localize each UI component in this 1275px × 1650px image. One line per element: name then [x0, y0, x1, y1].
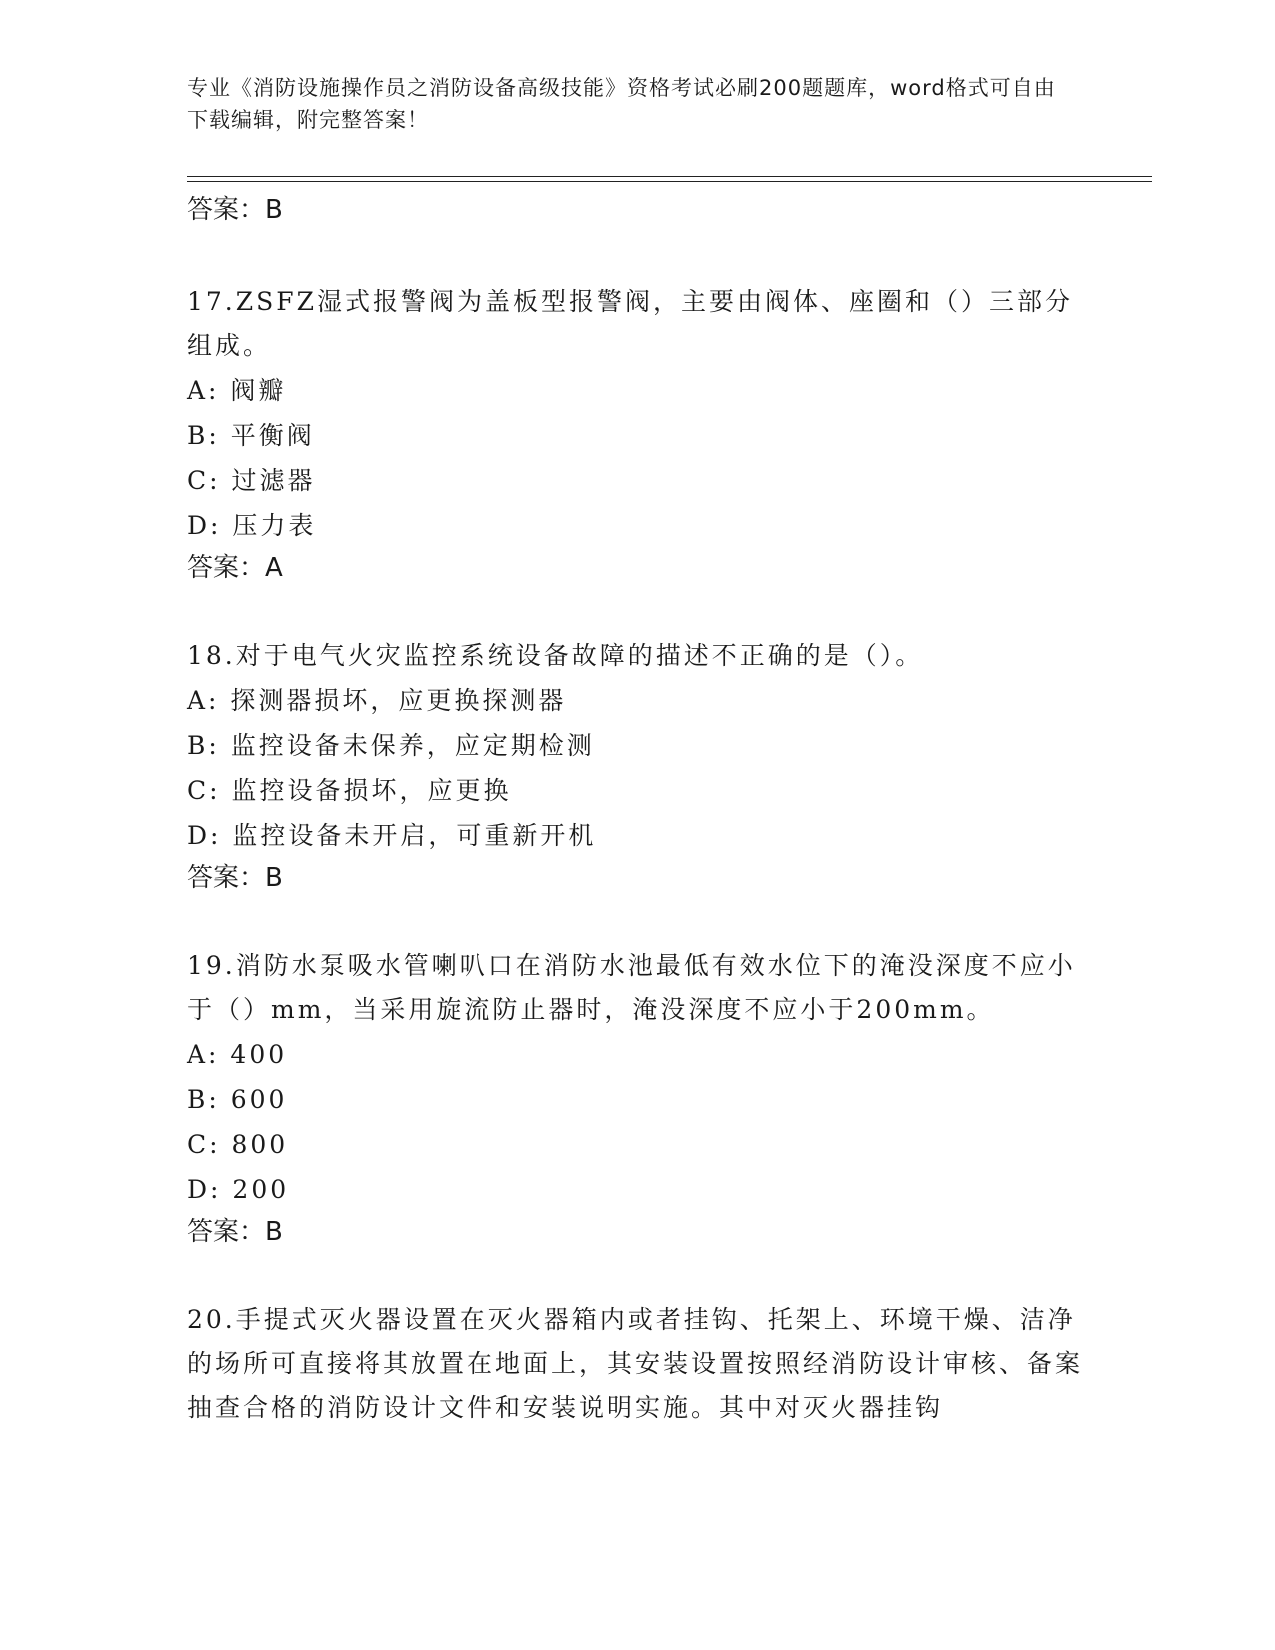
option-c: C: 800	[187, 1130, 289, 1159]
answer-line: 答案：B	[187, 1217, 283, 1247]
option-b: B: 平衡阀	[187, 421, 315, 450]
question-item	[187, 634, 1087, 898]
question-item	[187, 1298, 1087, 1430]
option-c: C: 监控设备损坏，应更换	[187, 776, 512, 805]
question-list	[187, 190, 1087, 1430]
question-text: 20.手提式灭火器设置在灭火器箱内或者挂钩、托架上、环境干燥、洁净的场所可直接将其放置在地面上，其安装设置按照经消防设计审核、备案抽查合格的消防设计文件和安装说明实施。其中对灭火器挂钩	[187, 1305, 1084, 1422]
page-header: 专业《消防设施操作员之消防设备高级技能》资格考试必刷200题题库，word格式可自由下载编辑，附完整答案！	[187, 76, 1056, 132]
answer-line: 答案：B	[187, 195, 283, 225]
option-b: B: 监控设备未保养，应定期检测	[187, 731, 595, 760]
question-item	[187, 280, 1087, 588]
question-text: 18.对于电气火灾监控系统设备故障的描述不正确的是（）。	[187, 641, 924, 670]
option-c: C: 过滤器	[187, 466, 316, 495]
question-item	[187, 944, 1087, 1252]
answer-line: 答案：A	[187, 553, 283, 583]
option-d: D: 压力表	[187, 511, 317, 540]
option-d: D: 200	[187, 1175, 290, 1204]
header-divider-thin	[187, 176, 1152, 177]
question-text: 17.ZSFZ湿式报警阀为盖板型报警阀，主要由阀体、座圈和（）三部分组成。	[187, 287, 1073, 360]
answer-line: 答案：B	[187, 863, 283, 893]
question-text: 19.消防水泵吸水管喇叭口在消防水池最低有效水位下的淹没深度不应小于（）mm，当采用旋流防止器时，淹没深度不应小于200mm。	[187, 951, 1076, 1024]
option-b: B: 600	[187, 1085, 288, 1114]
option-a: A: 400	[187, 1040, 288, 1069]
header-divider-thick	[187, 181, 1152, 182]
option-d: D: 监控设备未开启，可重新开机	[187, 821, 597, 850]
option-a: A: 阀瓣	[187, 376, 287, 405]
option-a: A: 探测器损坏，应更换探测器	[187, 686, 567, 715]
